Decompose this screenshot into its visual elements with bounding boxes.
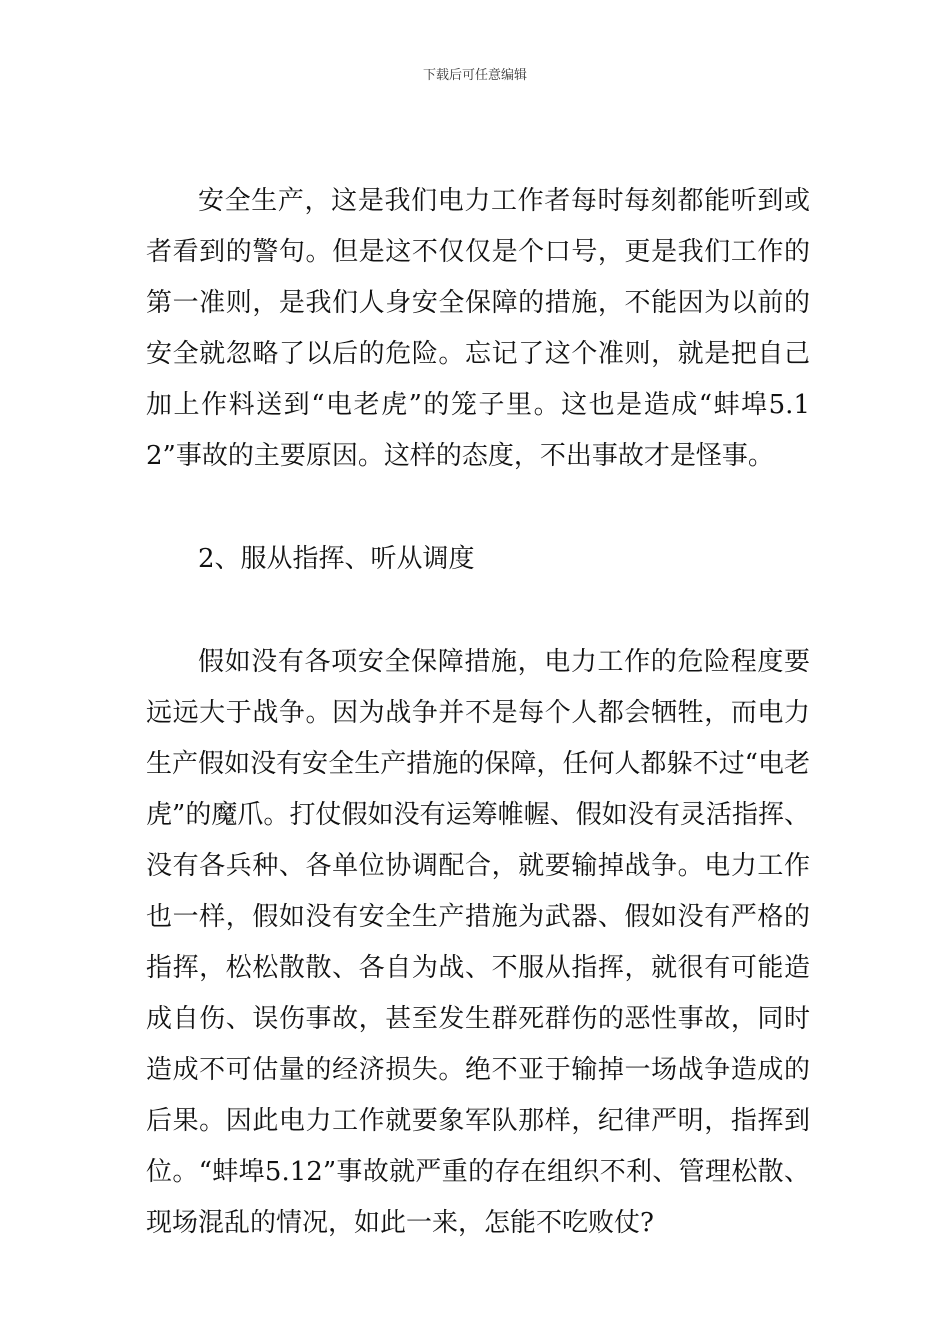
paragraph-safety-production: 安全生产，这是我们电力工作者每时每刻都能听到或者看到的警句。但是这不仅仅是个口号，更是我们工作的第一准则，是我们人身安全保障的措施，不能因为以前的安全就忽略了以后的危险。忘记了这个准则，就是把自己加上作料送到“电老虎”的笼子里。这也是造成“蚌埠5.12”事故的主要原因。这样的态度，不出事故才是怪事。 bbox=[146, 186, 810, 471]
spacer bbox=[146, 585, 810, 637]
section-heading: 2、服从指挥、听从调度 bbox=[198, 544, 475, 574]
document-body bbox=[146, 176, 810, 1249]
paragraph-obey-command: 假如没有各项安全保障措施，电力工作的危险程度要远远大于战争。因为战争并不是每个人都会牺牲，而电力生产假如没有安全生产措施的保障，任何人都躲不过“电老虎”的魔爪。打仗假如没有运筹帷幄、假如没有灵活指挥、没有各兵种、各单位协调配合，就要输掉战争。电力工作也一样，假如没有安全生产措施为武器、假如没有严格的指挥，松松散散、各自为战、不服从指挥，就很有可能造成自伤、误伤事故，甚至发生群死群伤的恶性事故，同时造成不可估量的经济损失。绝不亚于输掉一场战争造成的后果。因此电力工作就要象军队那样，纪律严明，指挥到位。“蚌埠5.12”事故就严重的存在组织不利、管理松散、现场混乱的情况，如此一来，怎能不吃败仗? bbox=[146, 647, 810, 1238]
page-header: 下载后可任意编辑 bbox=[422, 68, 527, 83]
spacer bbox=[146, 482, 810, 534]
